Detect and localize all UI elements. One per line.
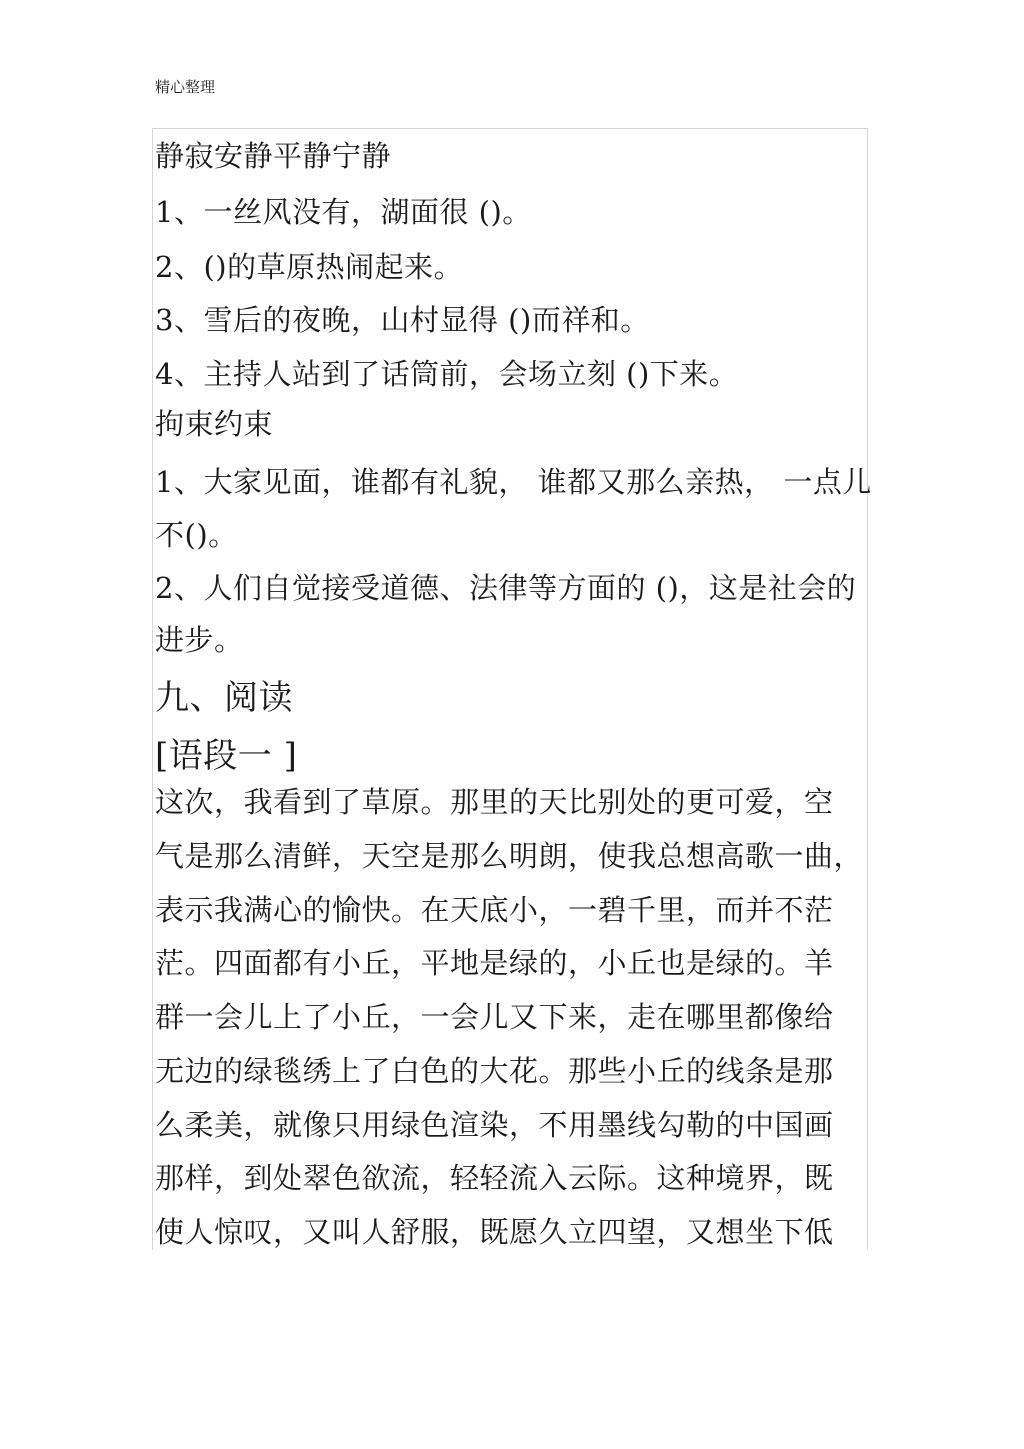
word-group-2-question-2-line-1: 2、人们自觉接受道德、法律等方面的 ()，这是社会的 — [155, 571, 857, 605]
passage-line: 群一会儿上了小丘，一会儿又下来，走在哪里都像给 — [155, 1000, 834, 1034]
passage-line: 么柔美，就像只用绿色渲染，不用墨线勾勒的中国画 — [155, 1108, 834, 1142]
word-group-2-question-1-line-1: 1、大家见面，谁都有礼貌， 谁都又那么亲热， 一点儿 — [155, 465, 872, 499]
word-group-1-title: 静寂安静平静宁静 — [155, 139, 392, 173]
word-group-1-question-2: 2、()的草原热闹起来。 — [155, 250, 464, 284]
reading-section-title: 九、阅读 — [155, 678, 293, 718]
passage-line: 茫。四面都有小丘，平地是绿的，小丘也是绿的。羊 — [155, 946, 834, 980]
passage-line: 这次，我看到了草原。那里的天比别处的更可爱，空 — [155, 785, 834, 819]
passage-line: 那样，到处翠色欲流，轻轻流入云际。这种境界，既 — [155, 1161, 834, 1195]
passage-line: 气是那么清鲜，天空是那么明朗，使我总想高歌一曲， — [155, 839, 864, 873]
passage-label: [语段一 ] — [155, 736, 298, 776]
word-group-1-question-1: 1、一丝风没有，湖面很 ()。 — [155, 195, 532, 229]
page-header: 精心整理 — [155, 78, 216, 96]
passage-line: 无边的绿毯绣上了白色的大花。那些小丘的线条是那 — [155, 1054, 834, 1088]
word-group-1-question-4: 4、主持人站到了话筒前，会场立刻 ()下来。 — [155, 357, 739, 391]
word-group-2-question-1-line-2: 不()。 — [155, 518, 238, 552]
word-group-1-question-3: 3、雪后的夜晚，山村显得 ()而祥和。 — [155, 303, 650, 337]
word-group-2-title: 拘束约束 — [155, 407, 274, 441]
word-group-2-question-2-line-2: 进步。 — [155, 623, 244, 657]
passage-line: 使人惊叹，又叫人舒服，既愿久立四望，又想坐下低 — [155, 1215, 834, 1249]
passage-line: 表示我满心的愉快。在天底小，一碧千里，而并不茫 — [155, 893, 834, 927]
